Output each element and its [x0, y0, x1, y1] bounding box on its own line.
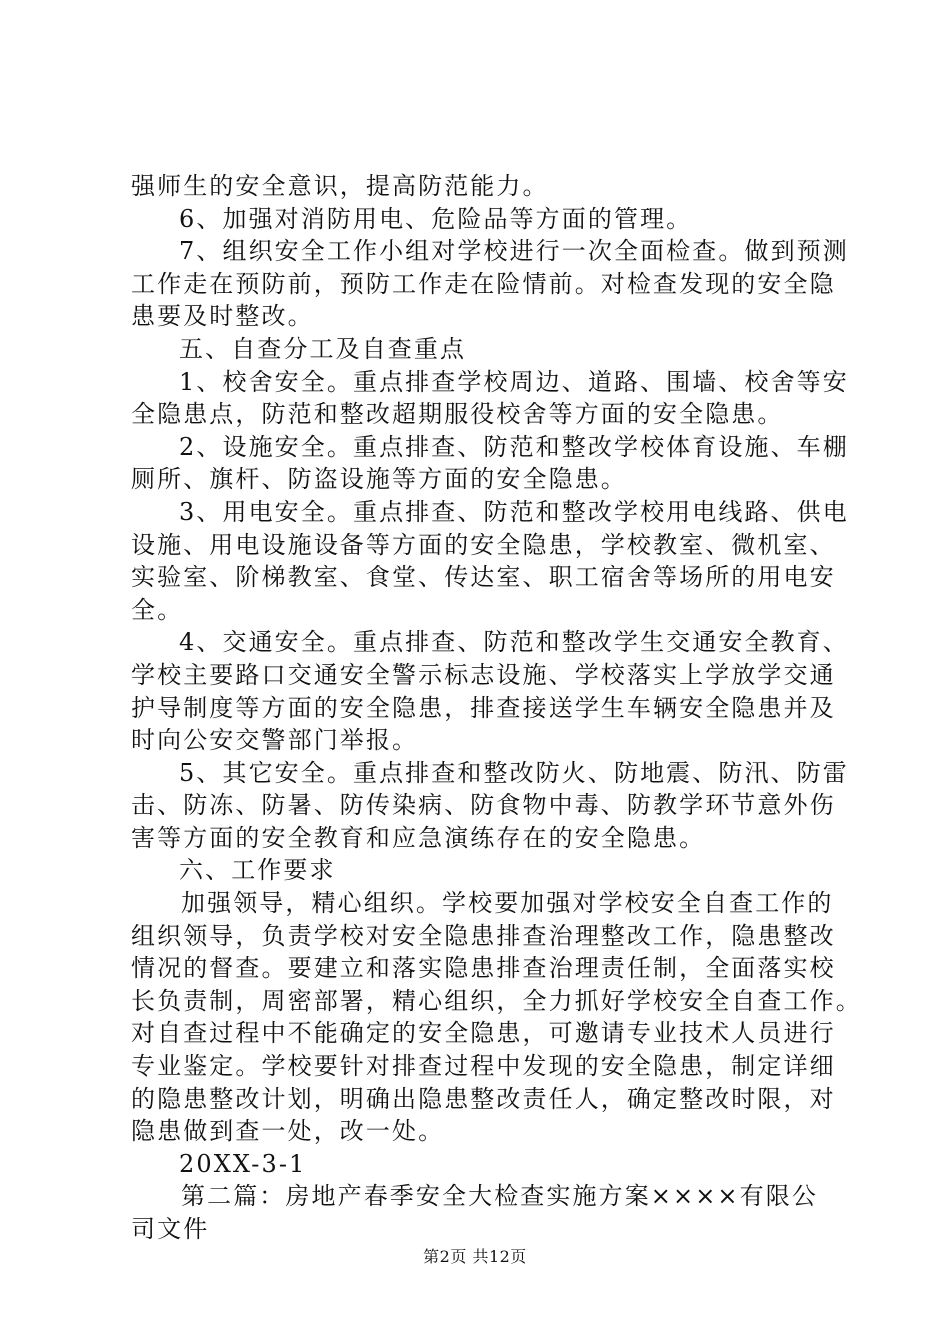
- text-line: 组织领导，负责学校对安全隐患排查治理整改工作，隐患整改: [131, 921, 836, 950]
- text-line: 情况的督查。要建立和落实隐患排查治理责任制，全面落实校: [131, 954, 836, 983]
- page-footer: [0, 1244, 950, 1267]
- text-line: 设施、用电设施设备等方面的安全隐患，学校教室、微机室、: [131, 530, 836, 559]
- section-heading-5: 五、自查分工及自查重点: [179, 334, 467, 363]
- text-line: 的隐患整改计划，明确出隐患整改责任人，确定整改时限，对: [131, 1084, 836, 1113]
- text-line: 时向公安交警部门举报。: [131, 726, 419, 755]
- list-item-4: 4、交通安全。重点排查、防范和整改学生交通安全教育、: [179, 628, 849, 657]
- list-item-7: 7、组织安全工作小组对学校进行一次全面检查。做到预测: [179, 237, 849, 266]
- next-article-title: 第二篇：房地产春季安全大检查实施方案××××有限公: [181, 1182, 818, 1211]
- list-item-2: 2、设施安全。重点排查、防范和整改学校体育设施、车棚: [179, 432, 849, 461]
- text-line: 害等方面的安全教育和应急演练存在的安全隐患。: [131, 823, 706, 852]
- text-line: 实验室、阶梯教室、食堂、传达室、职工宿舍等场所的用电安: [131, 563, 836, 592]
- text-line: 强师生的安全意识，提高防范能力。: [131, 172, 549, 200]
- text-line: 对自查过程中不能确定的安全隐患，可邀请专业技术人员进行: [131, 1019, 836, 1048]
- text-line: 全。: [131, 595, 184, 624]
- text-line: 司文件: [131, 1215, 210, 1243]
- section-heading-6: 六、工作要求: [179, 856, 336, 885]
- text-line: 患要及时整改。: [131, 302, 314, 331]
- text-line: 全隐患点，防范和整改超期服役校舍等方面的安全隐患。: [131, 400, 784, 429]
- list-item-5: 5、其它安全。重点排查和整改防火、防地震、防汛、防雷: [179, 758, 849, 787]
- text-line: 护导制度等方面的安全隐患，排查接送学生车辆安全隐患并及: [131, 693, 836, 722]
- list-item-1: 1、校舍安全。重点排查学校周边、道路、围墙、校舍等安: [179, 367, 849, 396]
- document-date: 20XX-3-1: [179, 1149, 307, 1178]
- text-line: 专业鉴定。学校要针对排查过程中发现的安全隐患，制定详细: [131, 1052, 836, 1081]
- text-line: 学校主要路口交通安全警示标志设施、学校落实上学放学交通: [131, 660, 836, 689]
- document-body: [131, 170, 862, 1246]
- text-line: 工作走在预防前，预防工作走在险情前。对检查发现的安全隐: [131, 269, 836, 298]
- paragraph-start: 加强领导，精心组织。学校要加强对学校安全自查工作的: [181, 889, 834, 918]
- text-line: 隐患做到查一处，改一处。: [131, 1117, 445, 1146]
- text-line: 厕所、旗杆、防盗设施等方面的安全隐患。: [131, 465, 627, 494]
- list-item-3: 3、用电安全。重点排查、防范和整改学校用电线路、供电: [179, 497, 849, 526]
- list-item-6: 6、加强对消防用电、危险品等方面的管理。: [179, 204, 693, 233]
- text-line: 击、防冻、防暑、防传染病、防食物中毒、防教学环节意外伤: [131, 791, 836, 820]
- text-line: 长负责制，周密部署，精心组织，全力抓好学校安全自查工作。: [131, 986, 862, 1015]
- page-number-label: 第2页 共12页: [423, 1247, 527, 1266]
